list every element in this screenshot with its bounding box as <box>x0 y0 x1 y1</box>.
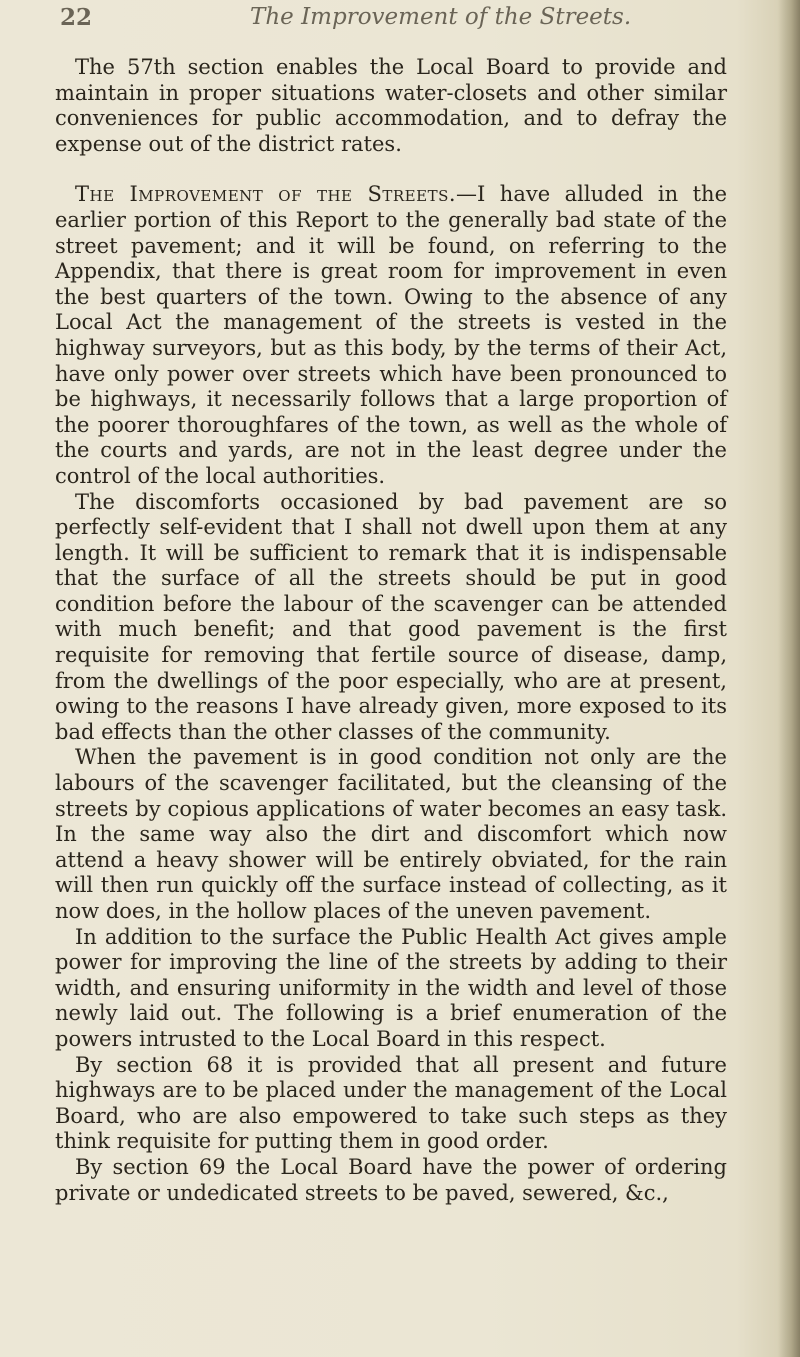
page-number: 22 <box>60 4 93 31</box>
section-heading: The Improvement of the Streets. <box>75 182 457 207</box>
paragraph-discomforts: The discomforts occasioned by bad pavement are so perfectly self-evident that I shall not dwell upon them at any length. It will be sufficient to remark that it is indispensable that the surface of all the streets should be put in good condition before the labour of the scavenger can be attended with much benefit; and that good pavement is the first requisite for removing that fertile source of disease, damp, from the dwellings of the poor especially, who are at present, owing to the reasons I have already given, more exposed to its bad effects than the other classes of the community. <box>55 489 727 744</box>
paragraph-public-health-act: In addition to the surface the Public Health Act gives ample power for improving the line of the streets by adding to their width, and ensuring uniformity in the width and level of those newly laid out. The following is a brief enumeration of the powers intrusted to the Local Board in this respect. <box>55 924 727 1051</box>
paragraph-good-condition: When the pavement is in good condition not only are the labours of the scavenger facilitated, but the cleansing of the streets by copious applications of water becomes an easy task. In the same way also the dirt and discomfort which now attend a heavy shower will be entirely obviated, for the rain will then run quickly off the surface instead of collecting, as it now does, in the hollow places of the uneven pavement. <box>55 745 727 923</box>
paragraph-water-closets: The 57th section enables the Local Board to provide and maintain in proper situations water-closets and other similar conveniences for public accommodation, and to defray the expense out of the district rates. <box>55 55 727 156</box>
body-text <box>55 55 727 1206</box>
paragraph-improvement-of-streets <box>55 182 727 489</box>
page-header <box>60 0 720 40</box>
paragraph-section-68: By section 68 it is provided that all present and future highways are to be placed under the management of the Local Board, who are also empowered to take such steps as they think requisite for putting them in good order. <box>55 1052 727 1154</box>
paragraph-section-69: By section 69 the Local Board have the power of ordering private or undedicated streets to be paved, sewered, &c., <box>55 1154 727 1205</box>
running-head: The Improvement of the Streets. <box>250 4 632 30</box>
page-edge-shadow <box>778 0 800 1357</box>
paragraph-text: —I have alluded in the earlier portion of this Report to the generally bad state of the street pavement; and it will be found, on referring to the Appendix, that there is great room for improvement in even the best quarters of the town. Owing to the absence of any Local Act the management of the streets is vested in the highway surveyors, but as this body, by the terms of their Act, have only power over streets which have been pronounced to be highways, it necessarily follows that a large proportion of the poorer thoroughfares of the town, as well as the whole of the courts and yards, are not in the least degree under the control of the local authorities. <box>55 182 727 488</box>
